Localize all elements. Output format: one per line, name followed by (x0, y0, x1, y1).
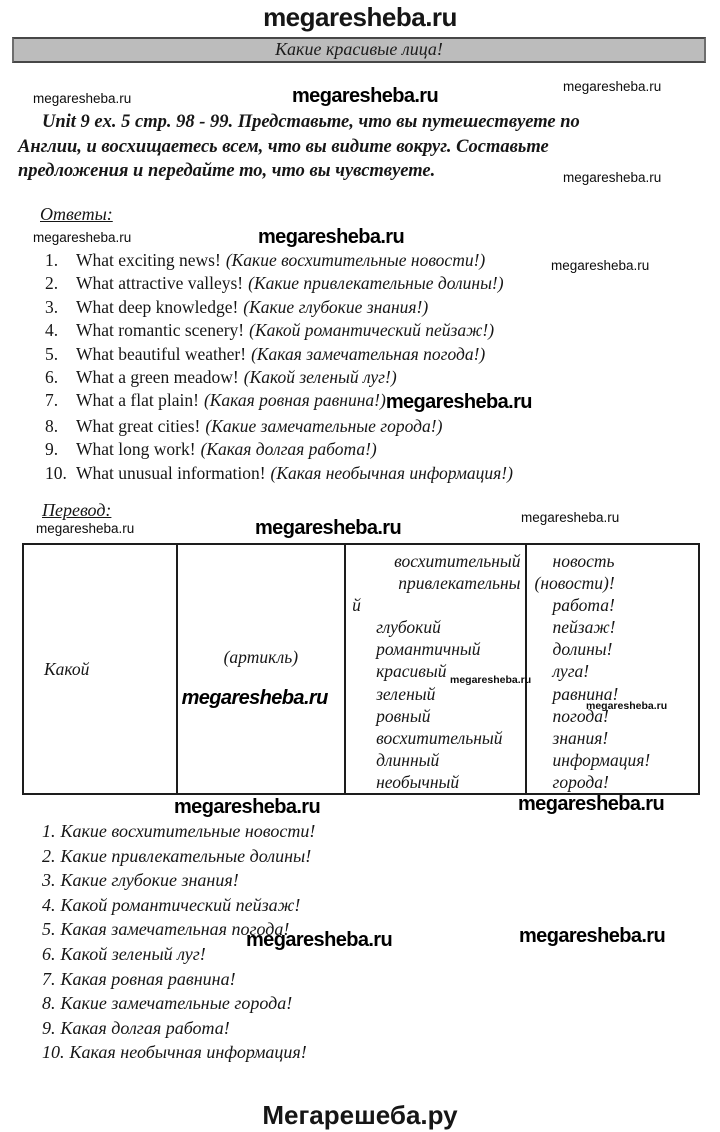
answer-russian: (Какие привлекательные долины!) (248, 273, 504, 294)
table-line: привлекательны (398, 573, 521, 594)
table-col1-text: Какой (44, 658, 90, 679)
translation-text: Какая ровная равнина! (60, 968, 236, 989)
table-line: й (352, 595, 361, 616)
watermark-tiny: megaresheba.ru (450, 674, 532, 686)
table-col2-text: (артикль) (223, 647, 299, 667)
answer-number: 5. (45, 343, 59, 364)
table-line: равнина! (552, 683, 619, 704)
answer-item (45, 415, 705, 438)
answer-russian: (Какая ровная равнина!) (203, 390, 386, 411)
translation-label: Перевод: (42, 500, 112, 520)
answer-russian: (Какая замечательная погода!) (251, 343, 486, 364)
answer-item (45, 296, 705, 319)
watermark-small: megaresheba.ru (33, 230, 132, 245)
answers-list (45, 249, 705, 485)
translation-text: Какой романтический пейзаж! (60, 894, 301, 915)
translation-item (42, 991, 682, 1016)
watermark-bold: megaresheba.ru (518, 793, 665, 815)
answer-russian: (Какая долгая работа!) (200, 439, 377, 460)
task-line: Unit 9 ex. 5 стр. 98 - 99. Представьте, что вы путешествуете по (42, 112, 580, 132)
translation-item (42, 893, 682, 918)
answer-item (45, 343, 705, 366)
translation-number: 9. (42, 1017, 56, 1038)
watermark-bold: megaresheba.ru (174, 796, 321, 818)
table-line: красивый (376, 661, 447, 682)
translation-number: 8. (42, 993, 56, 1014)
answer-number: 4. (45, 320, 59, 341)
watermark-small: megaresheba.ru (563, 170, 662, 185)
watermark-small: megaresheba.ru (551, 258, 650, 273)
watermark-bold: megaresheba.ru (519, 925, 666, 947)
translation-text: Какая долгая работа! (60, 1017, 230, 1038)
answer-russian: (Какой романтический пейзаж!) (249, 320, 495, 341)
answer-item (45, 462, 705, 485)
table-line: зеленый (376, 683, 436, 704)
answer-number: 3. (45, 296, 59, 317)
watermark-bold: megaresheba.ru (258, 226, 405, 248)
answer-english: What exciting news! (76, 250, 221, 270)
translation-item (42, 868, 682, 893)
table-line: города! (552, 771, 609, 792)
table-line: пейзаж! (552, 617, 616, 638)
table-line: необычный (376, 771, 460, 792)
answer-english: What attractive valleys! (76, 273, 244, 294)
watermark-bold-inline: megaresheba.ru (385, 391, 532, 414)
answer-russian: (Какие глубокие знания!) (243, 296, 429, 317)
translation-text: Какие замечательные города! (60, 993, 293, 1014)
translation-number: 2. (42, 845, 56, 866)
answer-russian: (Какая необычная информация!) (270, 462, 513, 483)
translation-text: Какой зеленый луг! (60, 943, 206, 964)
answer-english: What long work! (76, 439, 196, 460)
translation-number: 5. (42, 919, 56, 940)
answer-item (45, 319, 705, 342)
translation-item (42, 844, 682, 869)
answer-number: 10. (45, 462, 67, 483)
translation-table (22, 543, 700, 795)
task-line: Англии, и восхищаетесь всем, что вы видите вокруг. Составьте (18, 136, 549, 157)
table-cell-adjectives (346, 545, 526, 793)
translation-number: 4. (42, 894, 56, 915)
watermark-bold: megaresheba.ru (255, 517, 402, 539)
answer-number: 7. (45, 390, 59, 411)
answer-russian: (Какой зеленый луг!) (243, 367, 397, 388)
watermark-bold: megaresheba.ru (292, 85, 439, 107)
translation-number: 10. (42, 1042, 65, 1063)
translation-number: 7. (42, 968, 56, 989)
table-line: восхитительный (376, 727, 503, 748)
answer-english: What great cities! (76, 415, 201, 436)
watermark-small: megaresheba.ru (36, 521, 135, 536)
footer-site-title: Мегарешеба.ру (262, 1100, 458, 1130)
answer-english: What beautiful weather! (76, 343, 247, 364)
translation-number: 1. (42, 821, 56, 841)
translation-item (42, 819, 682, 844)
answer-russian: (Какие восхитительные новости!) (225, 250, 486, 270)
table-line: длинный (376, 749, 440, 770)
translation-text: Какая необычная информация! (69, 1042, 307, 1063)
answer-item (45, 366, 705, 389)
answer-item (45, 272, 705, 295)
answer-russian: (Какие замечательные города!) (205, 415, 443, 436)
table-cell-kakoy (24, 545, 178, 793)
answers-label: Ответы: (40, 204, 113, 224)
translation-item (42, 1016, 682, 1041)
translation-item (42, 967, 682, 992)
task-line: предложения и передайте то, что вы чувствуете. (18, 161, 436, 181)
table-line: погода! (552, 705, 609, 726)
answer-number: 2. (45, 273, 59, 294)
watermark-bold: megaresheba.ru (181, 687, 328, 709)
answer-item (45, 249, 705, 272)
answer-english: What unusual information! (76, 462, 266, 483)
answer-english: What a green meadow! (76, 367, 239, 388)
table-line: глубокий (376, 617, 441, 638)
watermark-small: megaresheba.ru (521, 510, 620, 525)
watermark-small: megaresheba.ru (563, 79, 662, 94)
answer-item (45, 438, 705, 461)
table-line: (новости)! (534, 573, 615, 594)
watermark-small: megaresheba.ru (33, 91, 132, 106)
table-cell-article (178, 545, 346, 793)
translation-number: 3. (42, 870, 56, 891)
translation-text: Какая замечательная погода! (60, 919, 290, 940)
translation-text: Какие глубокие знания! (60, 870, 239, 891)
site-title: megaresheba.ru (263, 2, 457, 32)
table-line: работа! (552, 595, 615, 616)
answer-english: What deep knowledge! (76, 296, 239, 317)
answer-english: What a flat plain! (76, 390, 199, 411)
topic-banner-text: Какие красивые лица! (275, 39, 443, 59)
translation-text: Какие привлекательные долины! (60, 845, 312, 866)
translation-number: 6. (42, 943, 56, 964)
table-line: ровный (376, 705, 431, 726)
answer-number: 9. (45, 439, 59, 460)
table-line: романтичный (376, 639, 481, 660)
answer-number: 1. (45, 250, 59, 270)
table-line: восхитительный (394, 551, 521, 571)
answer-item (45, 389, 705, 414)
table-line: луга! (552, 661, 590, 682)
answer-number: 6. (45, 367, 59, 388)
table-cell-nouns (527, 545, 698, 793)
answer-number: 8. (45, 415, 59, 436)
watermark-bold: megaresheba.ru (246, 929, 393, 951)
table-line: долины! (552, 639, 613, 660)
table-line: информация! (552, 749, 651, 770)
table-line: знания! (552, 727, 609, 748)
watermark-tiny: megaresheba.ru (586, 700, 668, 712)
answer-english: What romantic scenery! (76, 320, 245, 341)
table-line: новость (552, 551, 615, 571)
translation-item (42, 1040, 682, 1065)
topic-banner (12, 37, 706, 63)
translation-text: Какие восхитительные новости! (60, 821, 316, 841)
